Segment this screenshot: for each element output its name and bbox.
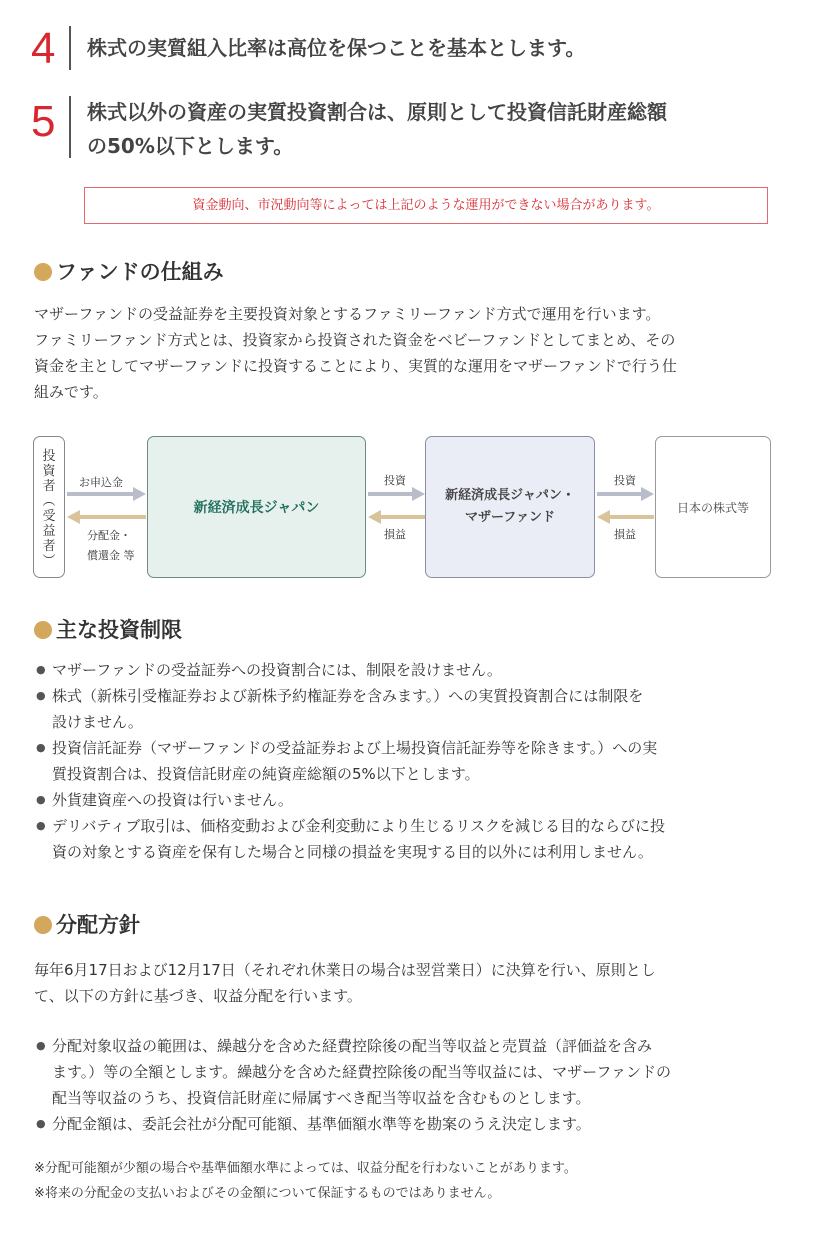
pnl-label-1: 損益 [384, 528, 406, 541]
distribution-notes [34, 1156, 794, 1206]
text-line: 資金を主としてマザーファンドに投資することにより、実質的な運用をマザーファンドで行う仕 [34, 357, 677, 375]
section-title-text: ファンドの仕組み [56, 260, 224, 284]
arrow-left-icon [368, 513, 425, 521]
invest-label-2: 投資 [614, 474, 636, 487]
bullet-dot-icon [34, 621, 52, 639]
section-title-text: 分配方針 [56, 913, 140, 937]
text-line: 毎年6月17日および12月17日（それぞれ休業日の場合は翌営業日）に決算を行い、原則とし [34, 961, 656, 979]
policy-divider [69, 26, 71, 70]
arrow-left-icon [597, 513, 654, 521]
section-title-mechanism [34, 257, 224, 287]
restrictions-list [36, 657, 776, 865]
text-line: 組みです。 [34, 383, 108, 401]
footnote: ※将来の分配金の支払いおよびその金額について保証するものではありません。 [34, 1186, 501, 1201]
distribution-intro [34, 957, 774, 1009]
bullet-dot-icon [34, 263, 52, 281]
policy-divider [69, 96, 71, 158]
distribution-label: 分配金・ 償還金 等 [87, 529, 135, 562]
arrow-right-icon [597, 490, 654, 498]
policy-text-5-line2: の50%以下とします。 [87, 134, 294, 158]
bullet-dot-icon [34, 916, 52, 934]
policy-number-4: 4 [31, 24, 56, 73]
investor-label: 投 資 者 ︵ 受 益 者 ︶ [42, 449, 56, 569]
invest-label-1: 投資 [384, 474, 406, 487]
text-line: て、以下の方針に基づき、収益分配を行います。 [34, 987, 362, 1005]
arrow-right-icon [67, 490, 146, 498]
section-title-distribution [34, 910, 140, 940]
list-item: ● 投資信託証券（マザーファンドの受益証券および上場投資信託証券等を除きます。）への実 質投資割合は、投資信託財産の純資産総額の5%以下とします。 [36, 735, 776, 787]
policy-text-5-line1: 株式以外の資産の実質投資割合は、原則として投資信託財産総額 [87, 100, 667, 124]
policy-text-4: 株式の実質組入比率は高位を保つことを基本とします。 [87, 36, 586, 60]
mother-fund-label: 新経済成長ジャパン・ マザーファンド [445, 488, 575, 525]
list-item: ● 分配金額は、委託会社が分配可能額、基準価額水準等を勘案のうえ決定します。 [36, 1111, 776, 1137]
section-title-text: 主な投資制限 [56, 618, 182, 642]
subscription-label: お申込金 [79, 476, 123, 489]
notice-box: 資金動向、市況動向等によっては上記のような運用ができない場合があります。 [84, 187, 768, 224]
distribution-list [36, 1033, 776, 1137]
text-line: マザーファンドの受益証券を主要投資対象とするファミリーファンド方式で運用を行います。 [34, 305, 661, 323]
text-line: ファミリーファンド方式とは、投資家から投資された資金をベビーファンドとしてまとめ、その [34, 331, 676, 349]
list-item: ● デリバティブ取引は、価格変動および金利変動により生じるリスクを減じる目的ならびに投 資の対象とする資産を保有した場合と同様の損益を実現する目的以外には利用しません。 [36, 813, 776, 865]
arrow-right-icon [368, 490, 425, 498]
arrow-left-icon [67, 513, 146, 521]
baby-fund-label: 新経済成長ジャパン [193, 500, 320, 516]
list-item: ● 外貨建資産への投資は行いません。 [36, 787, 776, 813]
list-item: ● 分配対象収益の範囲は、繰越分を含めた経費控除後の配当等収益と売買益（評価益を含み ます。）等の全額とします。繰越分を含めた経費控除後の配当等収益には、マザーファンドの 配当等収益のうち、投資信託財産に帰属すべき配当等収益を含むものとします。 [36, 1033, 776, 1111]
policy-number-5: 5 [31, 97, 56, 146]
mechanism-description [34, 301, 774, 405]
target-label: 日本の株式等 [676, 501, 749, 515]
pnl-label-2: 損益 [614, 528, 636, 541]
footnote: ※分配可能額が少額の場合や基準価額水準によっては、収益分配を行わないことがあります。 [34, 1161, 577, 1176]
section-title-restrictions [34, 615, 182, 645]
list-item: ● 株式（新株引受権証券および新株予約権証券を含みます。）への実質投資割合には制限を 設けません。 [36, 683, 776, 735]
list-item: ● マザーファンドの受益証券への投資割合には、制限を設けません。 [36, 657, 776, 683]
